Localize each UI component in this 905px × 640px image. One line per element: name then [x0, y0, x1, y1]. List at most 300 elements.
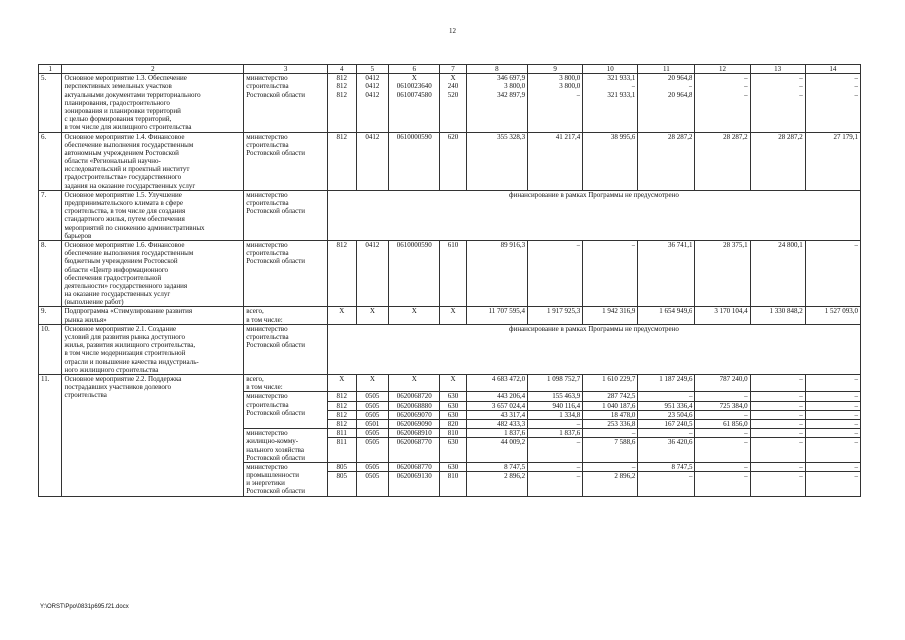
value: 0610074580	[396, 90, 432, 99]
value-cell: 1 837,6	[466, 429, 527, 438]
value: 24 800,1	[778, 240, 803, 249]
value-cell: 1 334,8	[528, 410, 583, 419]
value: 1 654 949,6	[659, 307, 693, 316]
value-cell: 44 009,2	[466, 438, 527, 463]
value-cell	[695, 132, 750, 190]
value-cell: 253 336,8	[583, 419, 638, 428]
value-cell: –	[750, 374, 805, 391]
value-cell: 1 098 752,7	[528, 374, 583, 391]
value-cell: 0620068720	[389, 392, 440, 401]
row-executor	[244, 240, 328, 307]
value-cell	[583, 132, 638, 190]
value-cell	[583, 240, 638, 307]
value: 0412	[365, 240, 380, 249]
value-cell	[327, 240, 356, 307]
value-cell: –	[750, 410, 805, 419]
row-executor-line: министерство	[246, 240, 288, 249]
value-cell	[440, 240, 467, 307]
value-cell: Х	[389, 374, 440, 391]
row-name-line: барьеров	[64, 231, 92, 240]
value-cell: –	[805, 419, 860, 428]
value: 1 917 925,3	[546, 307, 581, 316]
value-cell: –	[805, 462, 860, 471]
value-cell: –	[638, 392, 695, 401]
value: –	[799, 82, 803, 91]
value: 3 800,0	[559, 74, 581, 83]
value-cell: Х	[356, 374, 389, 391]
row-name-line: с целью формирования территорий,	[64, 115, 172, 124]
value: –	[799, 90, 803, 99]
value: 812	[336, 132, 347, 141]
value-cell	[466, 307, 527, 324]
financing-note: финансирование в рамках Программы не предусмотрено	[327, 190, 860, 240]
value-cell: –	[583, 429, 638, 438]
value-cell: –	[805, 429, 860, 438]
value: Х	[450, 307, 456, 316]
value: 28 375,1	[723, 240, 748, 249]
row-name	[62, 74, 244, 132]
value-cell	[695, 307, 750, 324]
value-cell	[440, 74, 467, 132]
table-row	[39, 132, 861, 190]
row-name-line: автономным учреждением Ростовской	[64, 148, 179, 157]
header-row	[39, 65, 861, 74]
row-number: 11.	[39, 374, 62, 496]
row-executor	[244, 190, 328, 240]
value-cell: 630	[440, 401, 467, 410]
value-cell: 443 206,4	[466, 392, 527, 401]
value-cell: 0505	[356, 401, 389, 410]
value: 812	[336, 240, 347, 249]
value-cell: –	[528, 462, 583, 471]
row-name	[62, 307, 244, 324]
value: 520	[447, 90, 459, 99]
value-cell: 810	[440, 429, 467, 438]
value: –	[631, 82, 636, 91]
value-cell: 812	[327, 392, 356, 401]
value-cell: –	[750, 438, 805, 463]
column-header: 7	[440, 65, 467, 74]
value-cell: 2 896,2	[583, 472, 638, 497]
column-header: 2	[62, 65, 244, 74]
value: –	[744, 90, 748, 99]
row-name-line: обеспечение выполнения государственным	[64, 249, 194, 258]
value-cell: –	[695, 438, 750, 463]
row-name-line: обеспечение выполнения государственным	[64, 140, 194, 149]
value-cell: 2 896,2	[466, 472, 527, 497]
value-cell	[466, 132, 527, 190]
value-cell: –	[695, 429, 750, 438]
value-cell: 0620068770	[389, 462, 440, 471]
row-executor	[244, 132, 328, 190]
row-name-line: мероприятий по снижению административных	[64, 223, 205, 232]
value-cell	[440, 307, 467, 324]
value-cell: 1 837,6	[528, 429, 583, 438]
column-header: 10	[583, 65, 638, 74]
value-cell: 820	[440, 419, 467, 428]
value-cell	[327, 132, 356, 190]
value: 812	[336, 82, 347, 91]
value-cell: 0620069130	[389, 472, 440, 497]
row-name-line: пострадавших участников долевого	[64, 383, 172, 392]
value-cell: 36 420,6	[638, 438, 695, 463]
value-cell: 0505	[356, 410, 389, 419]
row-name-line: Основное мероприятие 1.3. Обеспечение	[64, 74, 187, 83]
column-header: 8	[466, 65, 527, 74]
value: 27 179,1	[833, 132, 858, 141]
value: 240	[447, 82, 459, 91]
value: –	[576, 240, 581, 249]
value-cell	[750, 240, 805, 307]
row-number: 5.	[39, 74, 62, 132]
value-cell: –	[695, 462, 750, 471]
row-executor-line: министерство	[246, 190, 288, 199]
row-executor	[244, 324, 328, 374]
row-executor	[244, 392, 328, 429]
value-cell	[528, 240, 583, 307]
value-cell: 0505	[356, 462, 389, 471]
value-cell: 0620068770	[389, 438, 440, 463]
value-cell: –	[528, 419, 583, 428]
value-cell: 155 463,9	[528, 392, 583, 401]
value-cell: –	[805, 392, 860, 401]
value-cell: 811	[327, 438, 356, 463]
row-executor-line: Ростовской области	[246, 90, 306, 99]
value-cell: –	[695, 392, 750, 401]
value-cell: –	[528, 438, 583, 463]
value-cell	[695, 240, 750, 307]
row-name-line: ного жилищного строительства	[64, 365, 159, 374]
value-cell	[327, 74, 356, 132]
table-row	[39, 74, 861, 132]
value-cell: –	[750, 429, 805, 438]
row-executor-line: Ростовской области	[246, 148, 306, 157]
value: 812	[336, 90, 347, 99]
row-executor	[244, 374, 328, 391]
value-cell: 1 187 249,6	[638, 374, 695, 391]
table-row	[39, 374, 861, 391]
value-cell	[750, 74, 805, 132]
row-name-line: предпринимательского климата в сфере	[64, 199, 183, 208]
row-name-line: рынка жилья»	[64, 315, 107, 324]
value-cell: 812	[327, 410, 356, 419]
row-executor-line: министерство	[246, 324, 288, 333]
value: –	[631, 240, 636, 249]
row-name	[62, 132, 244, 190]
value: 610	[447, 240, 459, 249]
value-cell: 8 747,5	[466, 462, 527, 471]
row-name	[62, 374, 244, 496]
value-cell: –	[750, 419, 805, 428]
value-cell	[528, 307, 583, 324]
value-cell	[638, 132, 695, 190]
value-cell: –	[805, 438, 860, 463]
row-executor	[244, 429, 328, 463]
row-executor-line: промышленности	[246, 471, 300, 480]
value-cell: –	[750, 401, 805, 410]
financing-note: финансирование в рамках Программы не предусмотрено	[327, 324, 860, 374]
value: –	[854, 240, 858, 249]
value-cell: –	[695, 410, 750, 419]
value-cell: 812	[327, 419, 356, 428]
value-cell: 0505	[356, 472, 389, 497]
value-cell	[583, 74, 638, 132]
value-cell	[327, 307, 356, 324]
value: 0412	[365, 74, 380, 83]
row-name-line: Основное мероприятие 1.4. Финансовое	[64, 132, 185, 141]
row-name	[62, 240, 244, 307]
value-cell: 787 240,0	[695, 374, 750, 391]
value-cell: 23 504,6	[638, 410, 695, 419]
row-executor-line: строительства	[246, 400, 289, 409]
row-executor-line: Ростовской области	[246, 257, 306, 266]
value-cell: 811	[327, 429, 356, 438]
value-cell	[356, 240, 389, 307]
value-cell: –	[638, 472, 695, 497]
value: 28 287,2	[723, 132, 748, 141]
row-name	[62, 190, 244, 240]
row-name-line: области «Региональный научно-	[64, 157, 161, 166]
value: 0610000590	[396, 240, 432, 249]
value: 20 964,8	[667, 74, 693, 83]
value: 28 287,2	[778, 132, 803, 141]
value: 0610023640	[396, 82, 432, 91]
row-number: 8.	[39, 240, 62, 307]
value-cell: 0620068910	[389, 429, 440, 438]
row-name-line: бюджетным учреждением Ростовской	[64, 257, 178, 266]
table-row	[39, 307, 861, 324]
value: 41 217,4	[555, 132, 581, 141]
value-cell	[638, 240, 695, 307]
row-number: 9.	[39, 307, 62, 324]
value-cell: –	[750, 462, 805, 471]
column-header: 1	[39, 65, 62, 74]
value-cell	[750, 307, 805, 324]
value-cell	[466, 240, 527, 307]
value-cell: 287 742,5	[583, 392, 638, 401]
row-name-line: исследовательский и проектный институт	[64, 165, 190, 174]
row-executor-line: министерство	[246, 429, 288, 438]
column-header: 13	[750, 65, 805, 74]
value: 342 897,9	[497, 90, 526, 99]
value-cell	[805, 240, 860, 307]
value: –	[854, 74, 858, 83]
value-cell	[638, 307, 695, 324]
value-cell	[389, 74, 440, 132]
column-header: 11	[638, 65, 695, 74]
row-name-line: Основное мероприятие 1.5. Улучшение	[64, 190, 182, 199]
value-cell	[466, 74, 527, 132]
value-cell: 0620069090	[389, 419, 440, 428]
value-cell: 482 433,3	[466, 419, 527, 428]
row-executor-line: всего,	[246, 307, 264, 316]
row-executor-line: Ростовской области	[246, 207, 306, 216]
value: 1 330 848,2	[769, 307, 803, 316]
value: 89 916,3	[500, 240, 526, 249]
value-cell: 4 683 472,0	[466, 374, 527, 391]
value-cell: –	[528, 472, 583, 497]
row-executor-line: в том числе:	[246, 315, 283, 324]
page-number: 12	[449, 27, 456, 35]
row-executor	[244, 307, 328, 324]
value-cell: –	[695, 472, 750, 497]
column-header: 6	[389, 65, 440, 74]
value-cell: –	[638, 429, 695, 438]
value-cell: 0620069070	[389, 410, 440, 419]
row-name-line: строительства, в том числе для создания	[64, 207, 186, 216]
table-row	[39, 240, 861, 307]
column-header: 12	[695, 65, 750, 74]
value: 11 707 595,4	[488, 307, 526, 316]
value-cell: 805	[327, 462, 356, 471]
row-executor-line: Ростовской области	[246, 408, 306, 417]
row-name-line: условий для развития рынка доступного	[64, 333, 185, 342]
row-name-line: жилья, развития жилищного строительства,	[64, 341, 196, 350]
value-cell: 0501	[356, 419, 389, 428]
row-name-line: области «Центр информационного	[64, 265, 169, 274]
value: 20 964,8	[667, 90, 693, 99]
value-cell	[389, 132, 440, 190]
value-cell	[389, 240, 440, 307]
column-header: 4	[327, 65, 356, 74]
row-name-line: градостроительства» государственного	[64, 173, 182, 182]
value: 1 942 316,9	[602, 307, 636, 316]
value: Х	[450, 74, 456, 83]
value-cell: 805	[327, 472, 356, 497]
file-path-footer: Y:\ORST\Ppo\0831p695.f21.docx	[40, 604, 129, 610]
row-executor-line: жилищно-комму-	[246, 437, 299, 446]
value-cell	[805, 74, 860, 132]
value-cell: 18 478,0	[583, 410, 638, 419]
value: 0412	[365, 132, 380, 141]
row-executor-line: и энергетики	[246, 479, 285, 488]
value: 321 933,1	[607, 74, 636, 83]
value: 3 800,0	[504, 82, 526, 91]
value-cell	[528, 132, 583, 190]
row-executor-line: Ростовской области	[246, 341, 306, 350]
value-cell: 630	[440, 438, 467, 463]
value: 620	[447, 132, 459, 141]
value: –	[854, 90, 858, 99]
row-name-line: обеспечения градостроительной	[64, 273, 162, 282]
row-executor	[244, 74, 328, 132]
value-cell: 0505	[356, 438, 389, 463]
value-cell: –	[805, 472, 860, 497]
row-name-line: стандартного жилья, путем обеспечения	[64, 215, 185, 224]
row-name-line: на оказание государственных услуг	[64, 290, 171, 299]
row-executor-line: строительства	[246, 140, 289, 149]
value: 812	[336, 74, 347, 83]
row-name-line: задания на оказание государственных услуг	[64, 181, 196, 190]
value-cell: 1 610 229,7	[583, 374, 638, 391]
value-cell: 3 657 024,4	[466, 401, 527, 410]
value: 38 995,6	[610, 132, 636, 141]
row-executor-line: строительства	[246, 249, 289, 258]
value-cell: Х	[440, 374, 467, 391]
value: –	[854, 82, 858, 91]
value-cell: 0620068880	[389, 401, 440, 410]
row-name-line: отрасли и повышение качества индустриаль-	[64, 357, 199, 366]
value-cell	[805, 307, 860, 324]
row-executor-line: министерство	[246, 392, 288, 401]
value-cell	[356, 307, 389, 324]
value: –	[744, 74, 748, 83]
table-row	[39, 324, 861, 374]
value-cell: 810	[440, 472, 467, 497]
value-cell: 940 116,4	[528, 401, 583, 410]
value-cell: 0505	[356, 392, 389, 401]
value-cell	[750, 132, 805, 190]
column-header: 14	[805, 65, 860, 74]
row-name-line: (выполнение работ)	[64, 298, 124, 307]
row-executor-line: строительства	[246, 199, 289, 208]
value-cell: Х	[327, 374, 356, 391]
value-cell: 630	[440, 410, 467, 419]
value-cell: 8 747,5	[638, 462, 695, 471]
value-cell: 0505	[356, 429, 389, 438]
value: –	[688, 82, 693, 91]
value-cell	[440, 132, 467, 190]
row-name-line: актуальными документами территориального	[64, 90, 201, 99]
row-executor-line: министерство	[246, 132, 288, 141]
row-name-line: планирования, градостроительного	[64, 98, 170, 107]
row-name-line: строительства	[64, 391, 107, 400]
row-name	[62, 324, 244, 374]
row-name-line: деятельности» государственного задания	[64, 281, 188, 290]
value-cell: –	[805, 401, 860, 410]
value: 3 800,0	[559, 82, 581, 91]
value: 36 741,1	[667, 240, 693, 249]
row-name-line: перспективных земельных участков	[64, 82, 172, 91]
row-executor	[244, 462, 328, 496]
value-cell: –	[750, 472, 805, 497]
row-name-line: в том числе для жилищного строительства	[64, 123, 192, 132]
value-cell	[528, 74, 583, 132]
value: 3 170 104,4	[714, 307, 748, 316]
value-cell: 1 040 187,6	[583, 401, 638, 410]
value: Х	[411, 307, 417, 316]
value: Х	[369, 307, 375, 316]
value-cell: 630	[440, 462, 467, 471]
value: 346 697,9	[497, 74, 526, 83]
value: 28 287,2	[667, 132, 693, 141]
row-name-line: зонирования и планировки территорий	[64, 106, 181, 115]
value-cell: 812	[327, 401, 356, 410]
row-executor-line: Ростовской области	[246, 453, 306, 462]
value: 0412	[365, 82, 380, 91]
row-number: 6.	[39, 132, 62, 190]
row-name-line: в том числе модернизация строительной	[64, 349, 186, 358]
row-executor-line: министерство	[246, 74, 288, 83]
value-cell	[695, 74, 750, 132]
column-header: 3	[244, 65, 328, 74]
row-name-line: Основное мероприятие 2.1. Создание	[64, 324, 177, 333]
value: 355 328,3	[497, 132, 526, 141]
value-cell: –	[805, 410, 860, 419]
value-cell: 7 588,6	[583, 438, 638, 463]
value-cell	[356, 132, 389, 190]
row-name-line: Основное мероприятие 1.6. Финансовое	[64, 240, 185, 249]
row-name-line: Основное мероприятие 2.2. Поддержка	[64, 374, 182, 383]
value: 1 527 093,0	[824, 307, 858, 316]
row-executor-line: строительства	[246, 333, 289, 342]
value: Х	[339, 307, 345, 316]
value: –	[799, 74, 803, 83]
column-header: 5	[356, 65, 389, 74]
value-cell	[356, 74, 389, 132]
value-cell: 61 856,0	[695, 419, 750, 428]
value-cell: 43 317,4	[466, 410, 527, 419]
